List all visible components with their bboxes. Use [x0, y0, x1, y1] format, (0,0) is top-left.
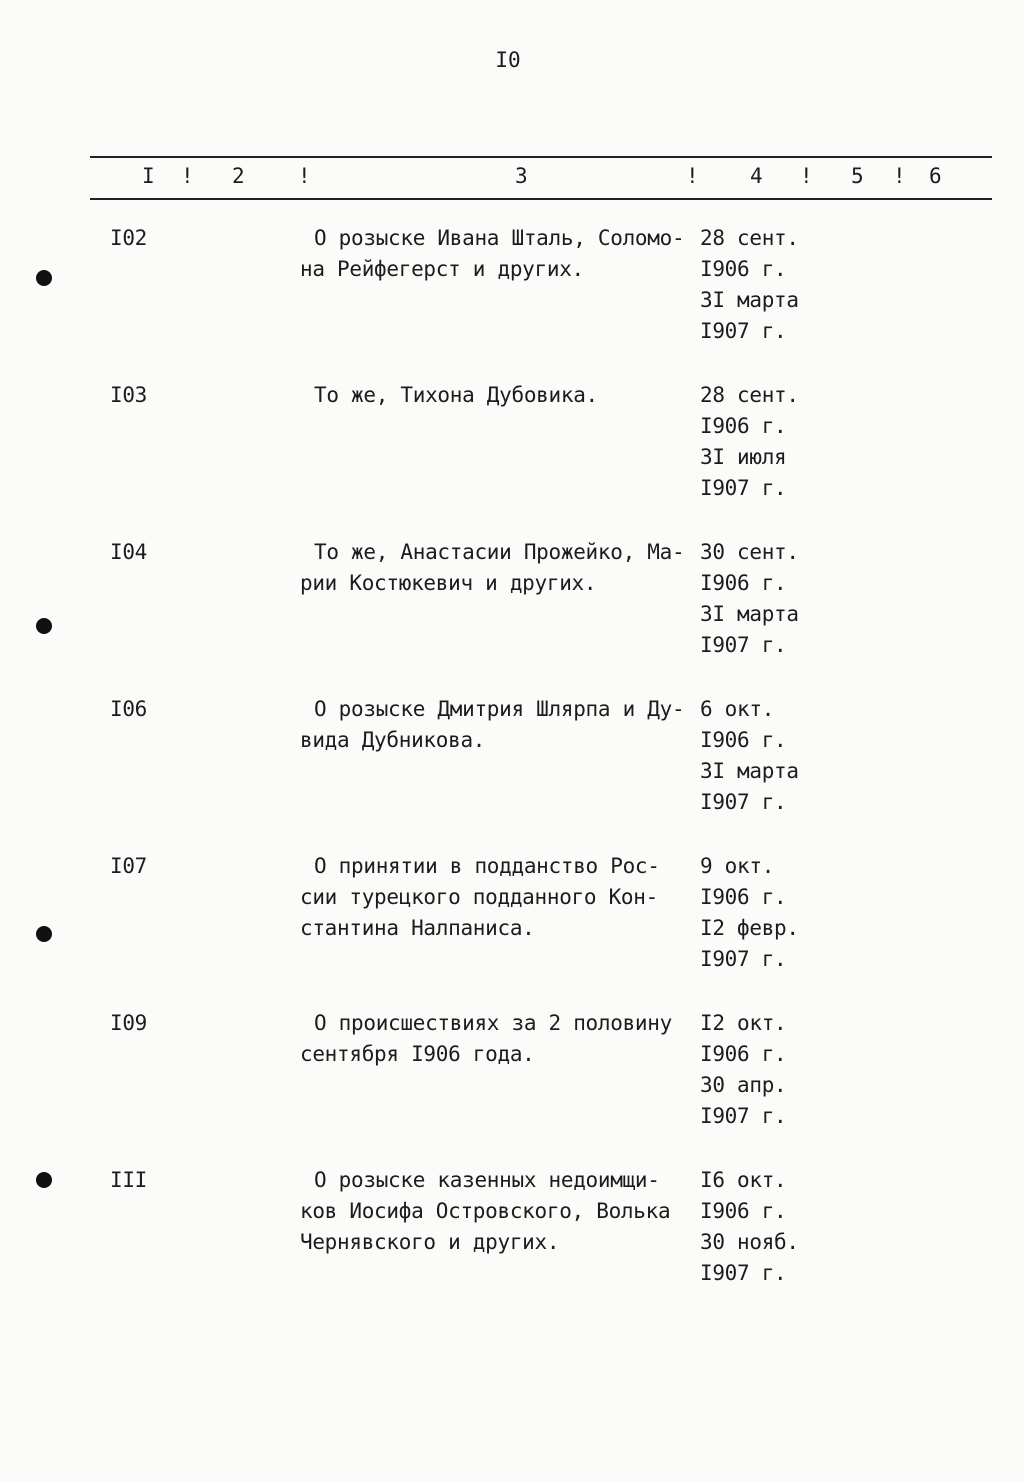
header-sep: ! — [800, 164, 813, 188]
record-date-line: I907 г. — [700, 319, 787, 343]
punch-hole — [36, 270, 52, 286]
header-col-1: I — [142, 164, 155, 188]
record-date-line: I906 г. — [700, 728, 787, 752]
punch-hole — [36, 1172, 52, 1188]
record-date-line: I906 г. — [700, 571, 787, 595]
record-text-line: вида Дубникова. — [300, 728, 486, 752]
record-number: III — [110, 1168, 148, 1192]
header-col-4: 4 — [750, 164, 763, 188]
record-text-line: на Рейфегерст и других. — [300, 257, 584, 281]
header-col-2: 2 — [232, 164, 245, 188]
record-number: I06 — [110, 697, 148, 721]
record-number: I02 — [110, 226, 148, 250]
record-number: I03 — [110, 383, 148, 407]
record-date-line: 30 апр. — [700, 1073, 787, 1097]
record-date-line: 30 сент. — [700, 540, 799, 564]
record-text-line: сентября I906 года. — [300, 1042, 535, 1066]
record-text-line: То же, Тихона Дубовика. — [314, 383, 598, 407]
record-date-line: I906 г. — [700, 885, 787, 909]
record-date-line: I907 г. — [700, 1261, 787, 1285]
record-date-line: I906 г. — [700, 1042, 787, 1066]
record-text-line: ков Иосифа Островского, Волька — [300, 1199, 671, 1223]
record-number: I07 — [110, 854, 148, 878]
record-text-line: Чернявского и других. — [300, 1230, 560, 1254]
record-date-line: I906 г. — [700, 1199, 787, 1223]
header-col-5: 5 — [851, 164, 864, 188]
record-text-line: О принятии в подданство Рос- — [314, 854, 660, 878]
header-sep: ! — [181, 164, 194, 188]
record-date-line: I907 г. — [700, 476, 787, 500]
record-date-line: 9 окт. — [700, 854, 775, 878]
record-date-line: 3I марта — [700, 288, 799, 312]
record-date-line: I906 г. — [700, 257, 787, 281]
record-number: I04 — [110, 540, 148, 564]
table-top-rule — [90, 156, 992, 158]
record-date-line: 3I марта — [700, 602, 799, 626]
header-sep: ! — [686, 164, 699, 188]
record-date-line: I2 окт. — [700, 1011, 787, 1035]
record-text-line: О розыске Дмитрия Шлярпа и Ду- — [314, 697, 685, 721]
record-date-line: 3I марта — [700, 759, 799, 783]
record-number: I09 — [110, 1011, 148, 1035]
record-date-line: 6 окт. — [700, 697, 775, 721]
record-text-line: рии Костюкевич и других. — [300, 571, 597, 595]
record-text-line: О розыске казенных недоимщи- — [314, 1168, 660, 1192]
record-date-line: 3I июля — [700, 445, 787, 469]
record-date-line: I907 г. — [700, 1104, 787, 1128]
record-date-line: I6 окт. — [700, 1168, 787, 1192]
record-date-line: 28 сент. — [700, 383, 799, 407]
record-date-line: I906 г. — [700, 414, 787, 438]
record-date-line: I907 г. — [700, 790, 787, 814]
header-col-3: 3 — [515, 164, 528, 188]
record-text-line: О происшествиях за 2 половину — [314, 1011, 672, 1035]
record-date-line: I907 г. — [700, 947, 787, 971]
record-date-line: 28 сент. — [700, 226, 799, 250]
record-text-line: сии турецкого подданного Кон- — [300, 885, 658, 909]
record-date-line: I907 г. — [700, 633, 787, 657]
record-text-line: То же, Анастасии Прожейко, Ма- — [314, 540, 685, 564]
record-text-line: стантина Налпаниса. — [300, 916, 535, 940]
punch-hole — [36, 618, 52, 634]
header-sep: ! — [298, 164, 311, 188]
header-col-6: 6 — [929, 164, 942, 188]
record-date-line: 30 нояб. — [700, 1230, 799, 1254]
table-header-rule — [90, 198, 992, 200]
punch-hole — [36, 926, 52, 942]
page-number: I0 — [495, 48, 521, 72]
header-sep: ! — [893, 164, 906, 188]
record-text-line: О розыске Ивана Шталь, Соломо- — [314, 226, 685, 250]
record-date-line: I2 февр. — [700, 916, 799, 940]
